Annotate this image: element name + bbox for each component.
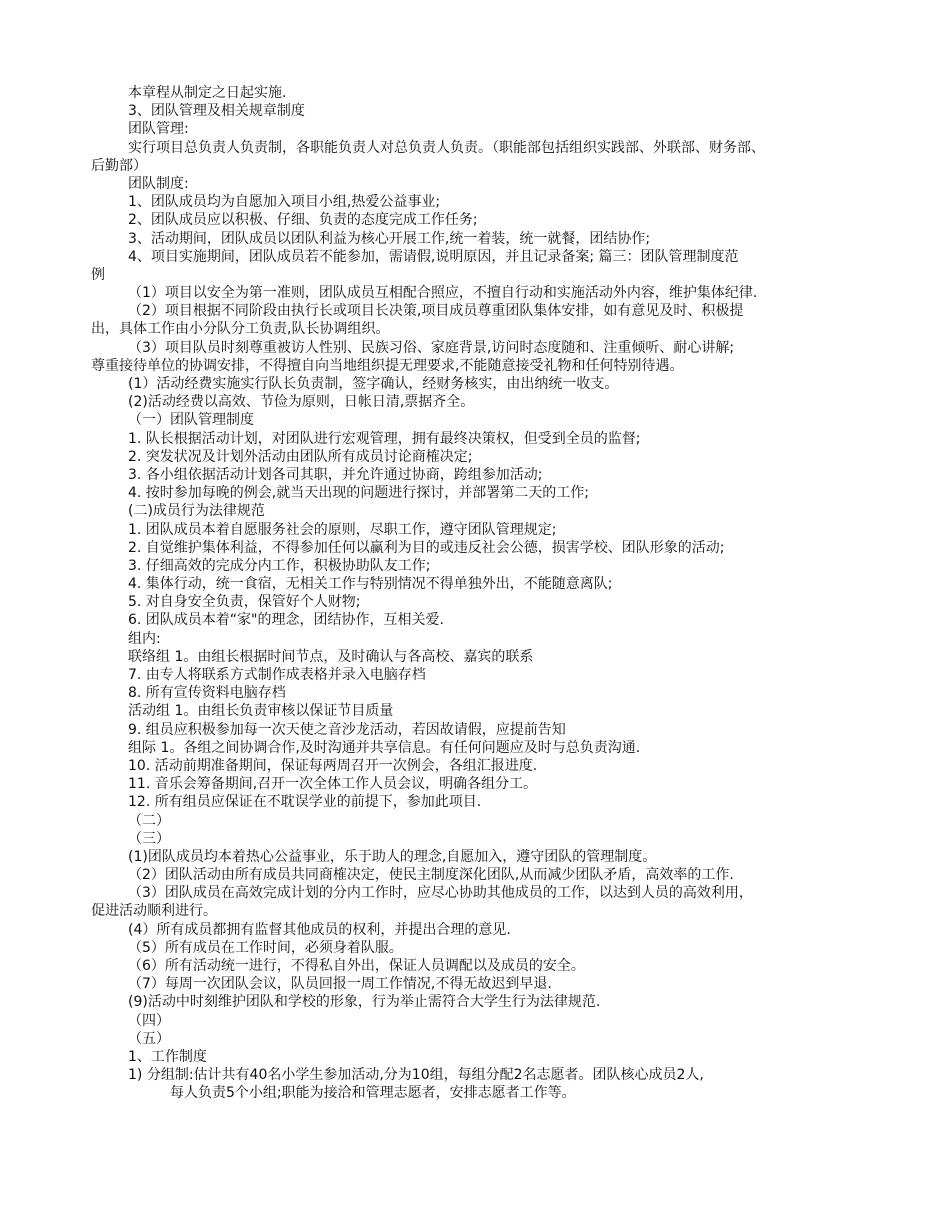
line-text: 12. 所有组员应保证在不耽误学业的前提下，参加此项目. xyxy=(128,794,482,811)
line-text: 实行项目总负责人负责制，各职能负责人对总负责人负责。（职能部包括组织实践部、外联部、财务部、 xyxy=(128,139,765,156)
line-text: 4. 集体行动，统一食宿，无相关工作与特别情况不得单独外出，不能随意离队; xyxy=(128,576,613,593)
text-line xyxy=(0,120,950,138)
section-heading: (二)成员行为法律规范 xyxy=(128,503,265,520)
line-text: 10. 活动前期准备期间，保证每两周召开一次例会，各组汇报进度. xyxy=(128,757,538,774)
text-line xyxy=(0,957,950,975)
line-text: (9)活动中时刻维护团队和学校的形象，行为举止需符合大学生行为法律规范. xyxy=(128,994,601,1011)
text-line xyxy=(0,830,950,848)
line-text: 4、项目实施期间，团队成员若不能参加，需请假,说明原因，并且记录备案; 篇三：团队管理制度范 xyxy=(128,248,739,265)
line-text: 出，具体工作由小分队分工负责,队长协调组织。 xyxy=(91,321,390,338)
text-line xyxy=(0,1048,950,1066)
text-line xyxy=(0,521,950,539)
text-line xyxy=(0,684,950,702)
line-text: （5）所有成员在工作时间，必须身着队服。 xyxy=(128,939,403,956)
line-text: 7. 由专人将联系方式制作成表格并录入电脑存档 xyxy=(128,667,426,683)
text-line xyxy=(0,975,950,993)
text-line xyxy=(0,102,950,120)
line-text: 尊重接待单位的协调安排，不得擅自向当地组织提无理要求,不能随意接受礼物和任何特别待遇。 xyxy=(91,357,684,374)
line-text: 团队制度: xyxy=(128,175,189,192)
line-text: 4. 按时参加每晚的例会,就当天出现的问题进行探讨，并部署第二天的工作; xyxy=(128,485,589,502)
text-line xyxy=(0,630,950,648)
text-line xyxy=(0,393,950,411)
text-line xyxy=(0,484,950,502)
text-line xyxy=(0,1084,950,1102)
line-text: （1）项目以安全为第一准则，团队成员互相配合照应，不擅自行动和实施活动外内容，维护集体纪律. xyxy=(128,285,758,302)
line-text: （3）团队成员在高效完成计划的分内工作时，应尽心协助其他成员的工作，以达到人员的高效利用， xyxy=(128,885,753,902)
section-heading: （四） xyxy=(128,1012,170,1029)
line-text: 9. 组员应积极参加每一次天使之音沙龙活动，若因故请假，应提前告知 xyxy=(128,721,566,738)
line-text: (4）所有成员都拥有监督其他成员的权利，并提出合理的意见. xyxy=(128,921,511,938)
line-text: 11. 音乐会筹备期间,召开一次全体工作人员会议，明确各组分工。 xyxy=(128,776,538,793)
line-text: 1) 分组制:估计共有40名小学生参加活动,分为10组，每组分配2名志愿者。团队核心成员2人, xyxy=(128,1067,704,1084)
text-line xyxy=(0,339,950,357)
text-line xyxy=(0,866,950,884)
line-text: 每人负责5个小组;职能为接洽和管理志愿者，安排志愿者工作等。 xyxy=(170,1085,576,1102)
text-line xyxy=(0,884,950,902)
line-text: 3. 仔细高效的完成分内工作，积极协助队友工作; xyxy=(128,557,431,574)
line-text: （2）团队活动由所有成员共同商榷决定，使民主制度深化团队,从而减少团队矛盾，高效率的工作. xyxy=(128,867,734,884)
line-text: 本章程从制定之日起实施. xyxy=(128,85,287,101)
section-heading: 1、工作制度 xyxy=(128,1048,207,1065)
document-body xyxy=(0,84,950,1103)
text-line xyxy=(0,1012,950,1030)
line-text: (1)团队成员均本着热心公益事业，乐于助人的理念,自愿加入，遵守团队的管理制度。 xyxy=(128,848,657,865)
line-text: 2、团队成员应以积极、仔细、负责的态度完成工作任务; xyxy=(128,212,478,229)
line-text: （7）每周一次团队会议，队员回报一周工作情况,不得无故迟到早退. xyxy=(128,976,552,993)
text-line xyxy=(0,539,950,557)
text-line xyxy=(0,1030,950,1048)
line-text: (2)活动经费以高效、节俭为原则，日帐日清,票据齐全。 xyxy=(128,394,475,411)
text-line xyxy=(0,139,950,157)
text-line xyxy=(0,993,950,1011)
text-line xyxy=(0,411,950,429)
line-text: 活动组 1。由组长负责审核以保证节目质量 xyxy=(128,703,394,720)
text-line xyxy=(0,848,950,866)
line-text: （6）所有活动统一进行，不得私自外出，保证人员调配以及成员的安全。 xyxy=(128,958,585,974)
section-heading: （二） xyxy=(128,812,170,829)
line-text: 1. 团队成员本着自愿服务社会的原则，尽职工作，遵守团队管理规定; xyxy=(128,521,557,538)
text-line xyxy=(0,320,950,338)
text-line xyxy=(0,284,950,302)
text-line xyxy=(0,302,950,320)
section-heading: 3、团队管理及相关规章制度 xyxy=(128,103,305,120)
text-line xyxy=(0,211,950,229)
text-line xyxy=(0,921,950,939)
text-line xyxy=(0,248,950,266)
line-text: （2）项目根据不同阶段由执行长或项目长决策,项目成员尊重团队集体安排，如有意见及时、积极提 xyxy=(128,303,744,320)
text-line xyxy=(0,266,950,284)
text-line xyxy=(0,375,950,393)
text-line xyxy=(0,557,950,575)
text-line xyxy=(0,230,950,248)
line-text: 3. 各小组依据活动计划各司其职，并允许通过协商，跨组参加活动; xyxy=(128,466,543,483)
line-text: 3、活动期间，团队成员以团队利益为核心开展工作,统一着装，统一就餐，团结协作; xyxy=(128,230,651,247)
text-line xyxy=(0,902,950,920)
text-line xyxy=(0,666,950,684)
text-line xyxy=(0,611,950,629)
text-line xyxy=(0,793,950,811)
text-line xyxy=(0,812,950,830)
line-text: 8. 所有宣传资料电脑存档 xyxy=(128,685,286,702)
text-line xyxy=(0,448,950,466)
section-heading: （五） xyxy=(128,1030,170,1047)
line-text: 5. 对自身安全负责，保管好个人财物; xyxy=(128,594,361,611)
text-line xyxy=(0,721,950,739)
text-line xyxy=(0,775,950,793)
line-text: (1）活动经费实施实行队长负责制，签字确认，经财务核实，由出纳统一收支。 xyxy=(128,376,619,392)
text-line xyxy=(0,1066,950,1084)
line-text: 促进活动顺利进行。 xyxy=(91,903,217,920)
text-line xyxy=(0,193,950,211)
text-line xyxy=(0,593,950,611)
text-line xyxy=(0,939,950,957)
text-line xyxy=(0,84,950,102)
line-text: 2. 自觉维护集体利益，不得参加任何以赢利为目的或违反社会公德，损害学校、团队形象的活动; xyxy=(128,539,725,556)
text-line xyxy=(0,702,950,720)
line-text: 组际 1。各组之间协调合作,及时沟通并共享信息。有任何问题应及时与总负责沟通. xyxy=(128,739,641,756)
line-text: 联络组 1。由组长根据时间节点，及时确认与各高校、嘉宾的联系 xyxy=(128,648,534,665)
line-text: （3）项目队员时刻尊重被访人性别、民族习俗、家庭背景,访问时态度随和、注重倾听、耐心讲解; xyxy=(128,339,735,356)
line-text: 1. 队长根据活动计划，对团队进行宏观管理，拥有最终决策权，但受到全员的监督; xyxy=(128,430,641,447)
text-line xyxy=(0,357,950,375)
line-text: 组内: xyxy=(128,630,161,647)
text-line xyxy=(0,757,950,775)
text-line xyxy=(0,648,950,666)
line-text: 1、团队成员均为自愿加入项目小组,热爱公益事业; xyxy=(128,194,441,211)
section-heading: （三） xyxy=(128,830,170,847)
text-line xyxy=(0,430,950,448)
line-text: 2. 突发状况及计划外活动由团队所有成员讨论商榷决定; xyxy=(128,448,473,465)
text-line xyxy=(0,575,950,593)
text-line xyxy=(0,739,950,757)
text-line xyxy=(0,175,950,193)
section-heading: （一）团队管理制度 xyxy=(128,412,254,429)
line-text: 例 xyxy=(91,266,105,283)
text-line xyxy=(0,157,950,175)
text-line xyxy=(0,502,950,520)
line-text: 6. 团队成员本着“家"的理念，团结协作，互相关爱. xyxy=(128,612,444,629)
text-line xyxy=(0,466,950,484)
line-text: 后勤部） xyxy=(91,157,147,174)
line-text: 团队管理: xyxy=(128,121,189,138)
